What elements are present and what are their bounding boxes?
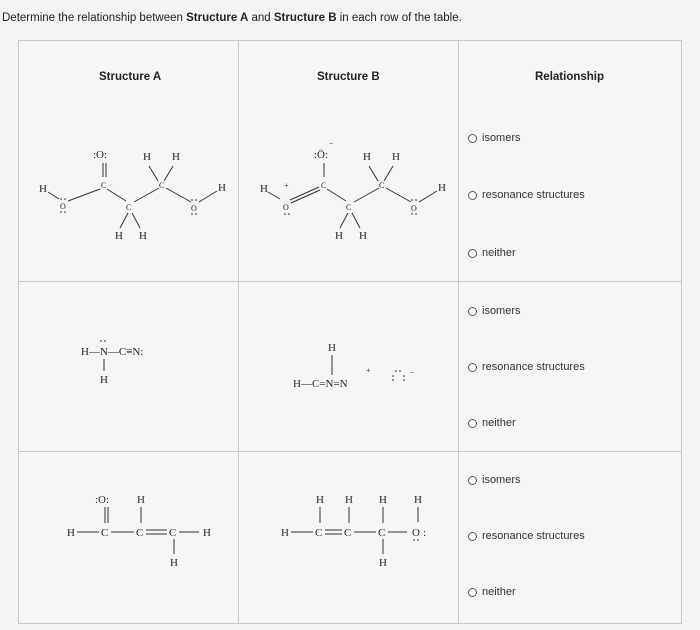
row2-option-resonance[interactable]: resonance structures bbox=[468, 361, 585, 373]
radio-icon[interactable] bbox=[468, 588, 477, 597]
svg-text:O: O bbox=[411, 204, 417, 213]
row2-option-neither[interactable]: neither bbox=[468, 417, 516, 429]
svg-text::O:: :O: bbox=[93, 149, 108, 161]
svg-text:H: H bbox=[170, 557, 178, 569]
header-structure-a: Structure A bbox=[99, 71, 162, 83]
svg-text:O: O bbox=[191, 204, 197, 213]
svg-text:H: H bbox=[335, 230, 343, 242]
svg-text:H—C=N=N: H—C=N=N bbox=[293, 378, 348, 390]
svg-text:H: H bbox=[379, 494, 387, 506]
row3-option-neither[interactable]: neither bbox=[468, 586, 516, 598]
svg-text:O: O bbox=[412, 527, 420, 539]
header-relationship: Relationship bbox=[535, 71, 605, 83]
svg-text:C: C bbox=[101, 527, 109, 539]
radio-icon[interactable] bbox=[468, 307, 477, 316]
radio-icon[interactable] bbox=[468, 532, 477, 541]
svg-text:C: C bbox=[101, 181, 107, 190]
svg-text:C: C bbox=[159, 181, 165, 190]
svg-text:H: H bbox=[392, 151, 400, 163]
svg-text:H: H bbox=[39, 183, 47, 195]
svg-text:+: + bbox=[284, 181, 289, 190]
row1-option-isomers[interactable]: isomers bbox=[468, 132, 521, 144]
svg-text:C: C bbox=[126, 203, 132, 212]
svg-text:O: O bbox=[60, 202, 66, 211]
svg-text:C: C bbox=[344, 527, 352, 539]
svg-text:H—N—C≡N:: H—N—C≡N: bbox=[81, 346, 144, 358]
svg-text:H: H bbox=[359, 230, 367, 242]
row1-option-neither[interactable]: neither bbox=[468, 247, 516, 259]
svg-text:C: C bbox=[378, 527, 386, 539]
svg-text:C: C bbox=[321, 181, 327, 190]
svg-text:H: H bbox=[260, 183, 268, 195]
structures-table bbox=[18, 40, 682, 624]
svg-text:−: − bbox=[329, 139, 334, 148]
svg-text:H: H bbox=[414, 494, 422, 506]
row3-option-isomers[interactable]: isomers bbox=[468, 474, 521, 486]
svg-text:O: O bbox=[283, 203, 289, 212]
svg-text:H: H bbox=[328, 342, 336, 354]
row3-structure-a bbox=[19, 491, 238, 581]
svg-text:H: H bbox=[218, 182, 226, 194]
svg-text::Ö:: :Ö: bbox=[314, 149, 329, 161]
row1-structure-b bbox=[238, 136, 458, 246]
svg-text:C: C bbox=[169, 527, 177, 539]
svg-text:H: H bbox=[137, 494, 145, 506]
svg-text:H: H bbox=[172, 151, 180, 163]
svg-text:C: C bbox=[346, 203, 352, 212]
svg-text:H: H bbox=[203, 527, 211, 539]
svg-text:H: H bbox=[379, 557, 387, 569]
svg-text:H: H bbox=[363, 151, 371, 163]
radio-icon[interactable] bbox=[468, 476, 477, 485]
svg-text::: : bbox=[423, 527, 427, 539]
row1-structure-a bbox=[19, 136, 238, 246]
svg-text:H: H bbox=[316, 494, 324, 506]
row2-structure-b bbox=[238, 341, 458, 411]
svg-text:H: H bbox=[438, 182, 446, 194]
radio-icon[interactable] bbox=[468, 191, 477, 200]
svg-text:H: H bbox=[115, 230, 123, 242]
svg-text:H: H bbox=[67, 527, 75, 539]
header-structure-b: Structure B bbox=[317, 71, 380, 83]
instruction-text: Determine the relationship between Structure A and Structure B in each row of the table. bbox=[2, 12, 462, 24]
radio-icon[interactable] bbox=[468, 134, 477, 143]
row1-option-resonance[interactable]: resonance structures bbox=[468, 189, 585, 201]
row3-structure-b bbox=[238, 491, 458, 581]
svg-text:C: C bbox=[136, 527, 144, 539]
svg-text:C: C bbox=[315, 527, 323, 539]
radio-icon[interactable] bbox=[468, 363, 477, 372]
svg-text:+: + bbox=[366, 366, 371, 375]
row3-option-resonance[interactable]: resonance structures bbox=[468, 530, 585, 542]
row2-structure-a bbox=[19, 331, 238, 401]
svg-text:C: C bbox=[379, 181, 385, 190]
svg-text:−: − bbox=[410, 368, 415, 377]
svg-text:H: H bbox=[143, 151, 151, 163]
radio-icon[interactable] bbox=[468, 249, 477, 258]
radio-icon[interactable] bbox=[468, 419, 477, 428]
svg-text:H: H bbox=[345, 494, 353, 506]
row2-option-isomers[interactable]: isomers bbox=[468, 305, 521, 317]
svg-text:H: H bbox=[100, 374, 108, 386]
svg-text::O:: :O: bbox=[95, 494, 110, 506]
svg-text:H: H bbox=[139, 230, 147, 242]
svg-text:H: H bbox=[281, 527, 289, 539]
